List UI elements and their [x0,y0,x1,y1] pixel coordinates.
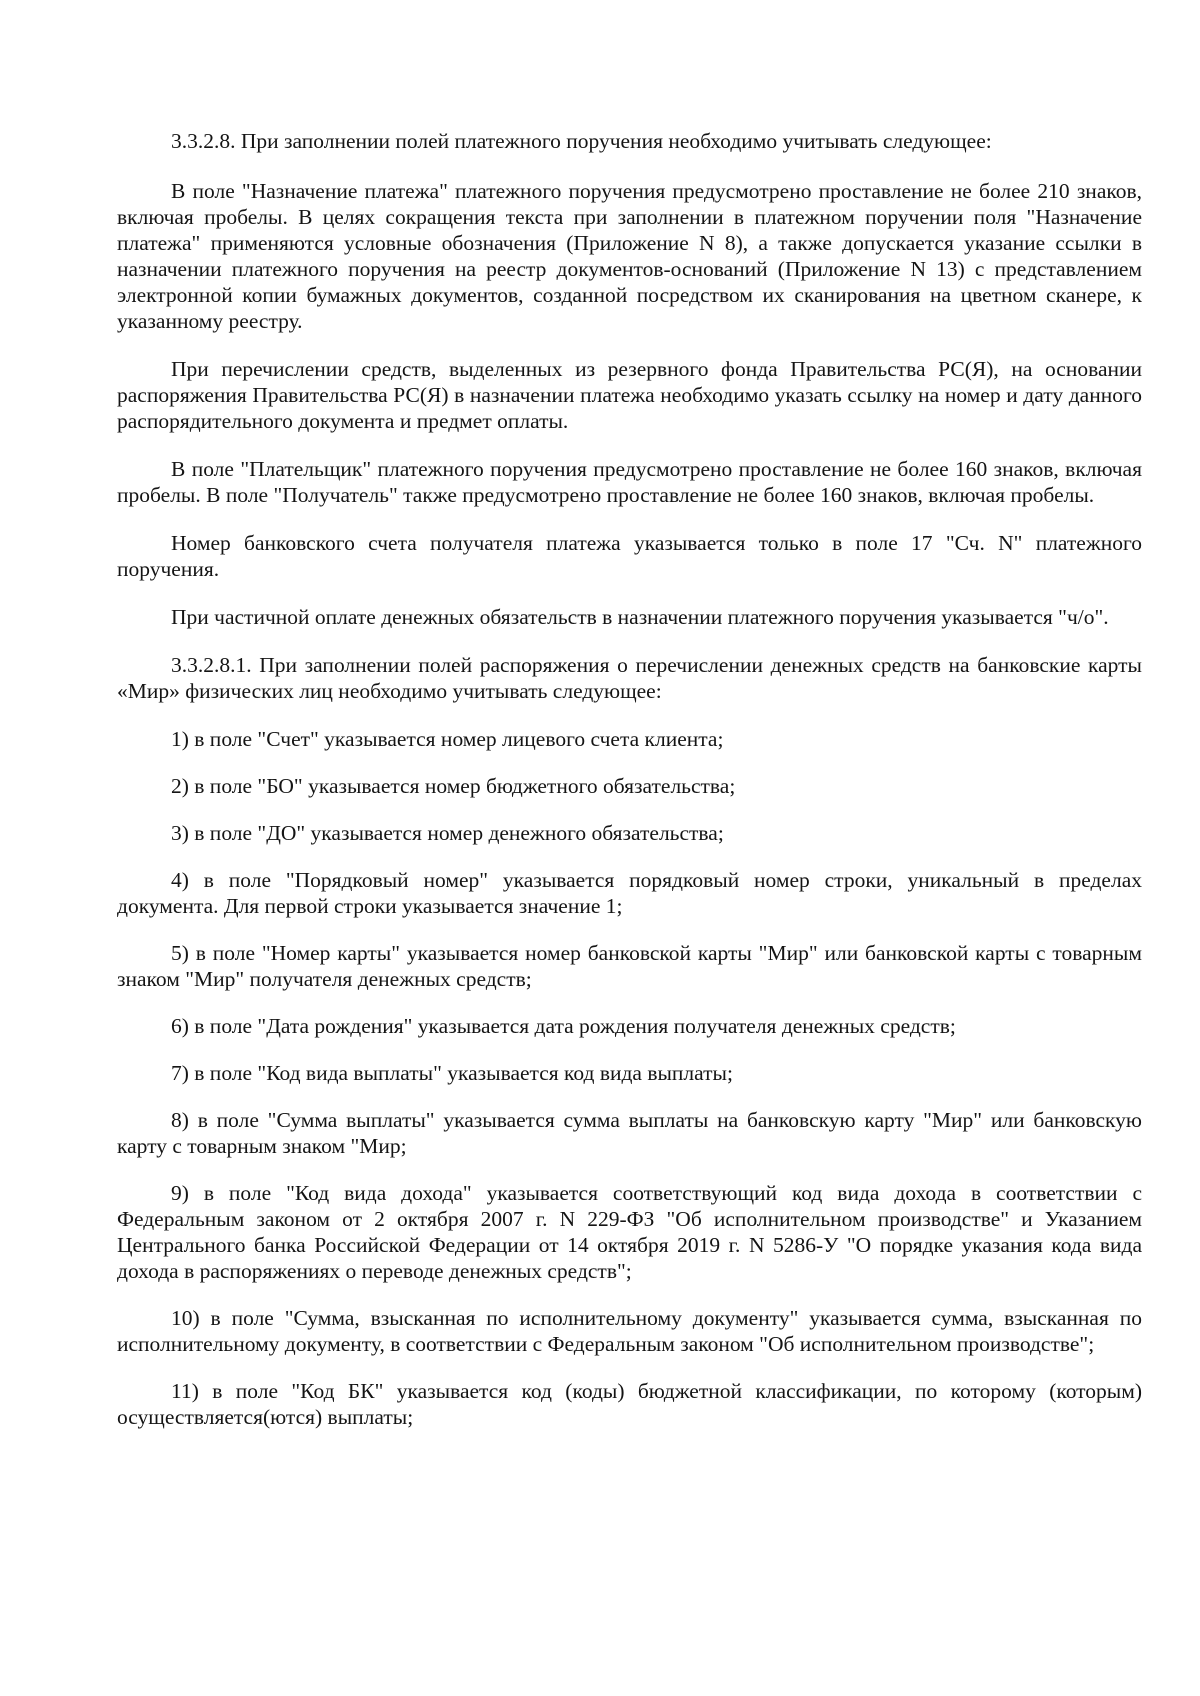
list-item: 9) в поле "Код вида дохода" указывается соответствующий код вида дохода в соответствии с Федеральным законом от 2 октября 2007 г. N 229-ФЗ "Об исполнительном производстве" и Указанием Центрального банка Российской Федерации от 14 октября 2019 г. N 5286-У "О порядке указания кода вида дохода в распоряжениях о переводе денежных средств"; [117,1181,1142,1283]
list-item: 6) в поле "Дата рождения" указывается дата рождения получателя денежных средств; [171,1014,956,1038]
paragraph-partial-payment: При частичной оплате денежных обязательств в назначении платежного поручения указывается "ч/о". [171,605,1109,629]
list-item: 5) в поле "Номер карты" указывается номер банковской карты "Мир" или банковской карты с товарным знаком "Мир" получателя денежных средств; [117,941,1142,991]
list-item: 2) в поле "БО" указывается номер бюджетного обязательства; [171,774,736,798]
document-page [117,128,1142,1451]
list-item: 11) в поле "Код БК" указывается код (коды) бюджетной классификации, по которому (которым) осуществляется(ются) выплаты; [117,1379,1142,1429]
paragraph-payer-recipient: В поле "Плательщик" платежного поручения предусмотрено проставление не более 160 знаков, включая пробелы. В поле "Получатель" также предусмотрено проставление не более 160 знаков, включая пробелы. [117,457,1142,507]
list-item: 3) в поле "ДО" указывается номер денежного обязательства; [171,821,724,845]
paragraph-reserve-fund: При перечислении средств, выделенных из резервного фонда Правительства РС(Я), на основании распоряжения Правительства РС(Я) в назначении платежа необходимо указать ссылку на номер и дату данного распорядительного документа и предмет оплаты. [117,357,1142,433]
list-item: 4) в поле "Порядковый номер" указывается порядковый номер строки, уникальный в пределах документа. Для первой строки указывается значение 1; [117,868,1142,918]
section-3-3-2-8-heading: 3.3.2.8. При заполнении полей платежного поручения необходимо учитывать следующее: [171,129,992,153]
paragraph-account-number: Номер банковского счета получателя платежа указывается только в поле 17 "Сч. N" платежного поручения. [117,531,1142,581]
list-item: 10) в поле "Сумма, взысканная по исполнительному документу" указывается сумма, взысканная по исполнительному документу, в соответствии с Федеральным законом "Об исполнительном производстве"; [117,1306,1142,1356]
paragraph-payment-purpose: В поле "Назначение платежа" платежного поручения предусмотрено проставление не более 210 знаков, включая пробелы. В целях сокращения текста при заполнении в платежном поручении поля "Назначение платежа" применяются условные обозначения (Приложение N 8), а также допускается указание ссылки в назначении платежного поручения на реестр документов-оснований (Приложение N 13) с представлением электронной копии бумажных документов, созданной посредством их сканирования на цветном сканере, к указанному реестру. [117,179,1142,333]
list-item: 8) в поле "Сумма выплаты" указывается сумма выплаты на банковскую карту "Мир" или банковскую карту с товарным знаком "Мир; [117,1108,1142,1158]
section-3-3-2-8-1-heading: 3.3.2.8.1. При заполнении полей распоряжения о перечислении денежных средств на банковские карты «Мир» физических лиц необходимо учитывать следующее: [117,653,1142,703]
list-item: 7) в поле "Код вида выплаты" указывается код вида выплаты; [171,1061,733,1085]
list-item: 1) в поле "Счет" указывается номер лицевого счета клиента; [171,727,724,751]
